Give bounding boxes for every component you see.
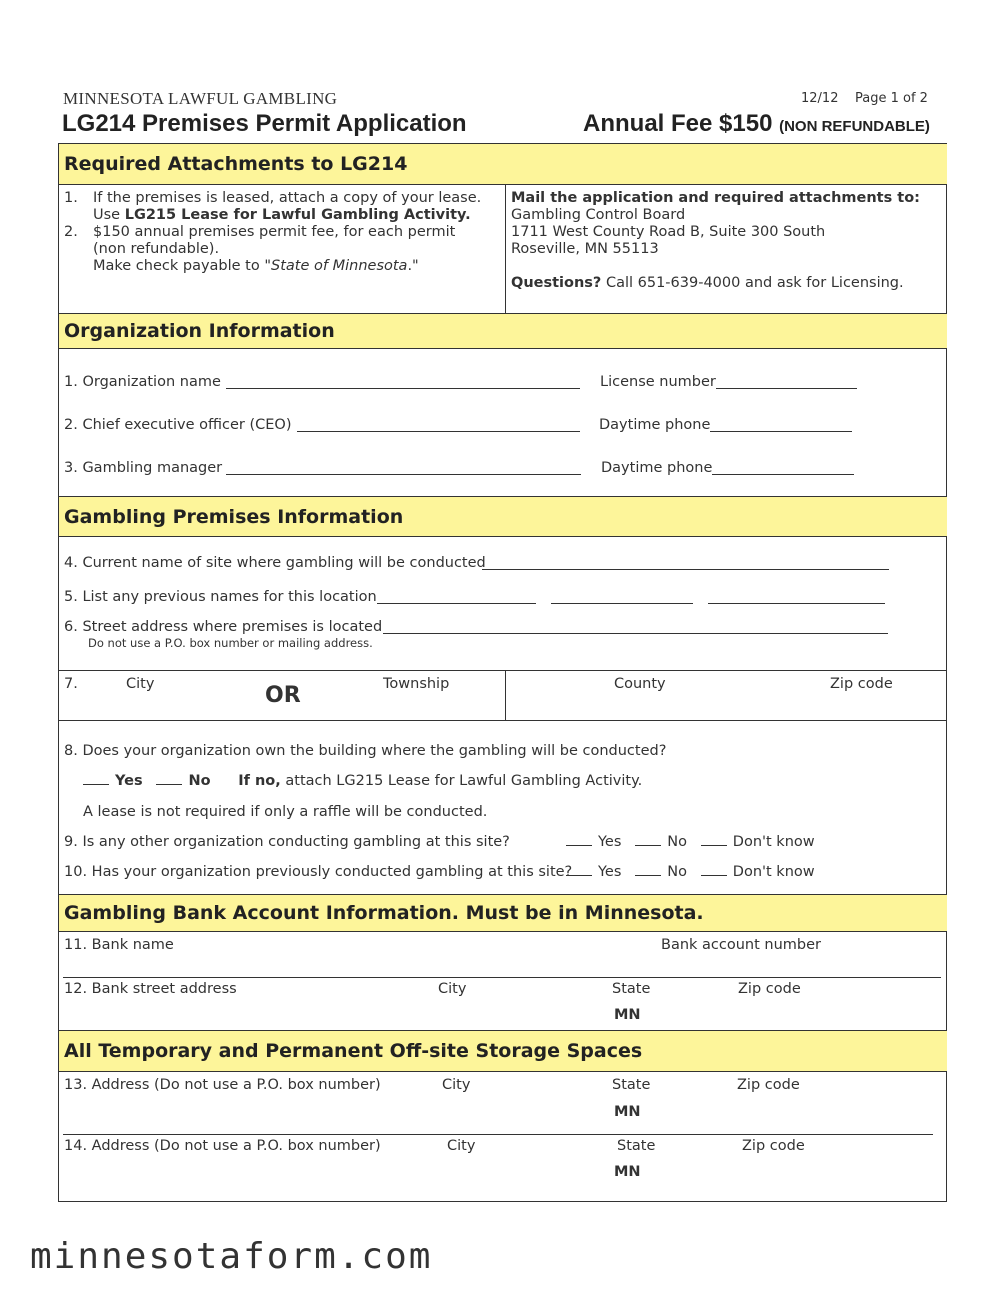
bank-street-label: 12. Bank street address (64, 981, 237, 997)
row7-top-rule (59, 670, 947, 671)
storage-state-1-label: State (612, 1077, 651, 1093)
manager-phone-field[interactable] (712, 474, 854, 475)
row7-divider (505, 670, 506, 720)
attachment-item-1-num: 1. (64, 190, 78, 206)
prev-yes-blank[interactable] (566, 874, 592, 876)
storage-city-2-label: City (447, 1138, 476, 1154)
storage-state-1-value: MN (614, 1104, 641, 1120)
other-org-dk: Don't know (732, 834, 815, 850)
storage-address-2-label: 14. Address (Do not use a P.O. box number) (64, 1138, 381, 1154)
other-org-no-blank[interactable] (635, 844, 661, 846)
questions-text: Call 651-639-4000 and ask for Licensing. (601, 275, 904, 291)
storage-city-1-label: City (442, 1077, 471, 1093)
annual-fee (583, 110, 930, 138)
section-bank-account-information: Gambling Bank Account Information. Must be in Minnesota. (59, 894, 947, 932)
previous-names-label: 5. List any previous names for this location (64, 589, 377, 605)
previous-name-field-2[interactable] (551, 603, 693, 604)
payable-post: ." (407, 258, 419, 274)
payable-pre: Make check payable to " (93, 258, 272, 274)
section-gambling-premises-information: Gambling Premises Information (59, 496, 947, 537)
street-address-label: 6. Street address where premises is located (64, 619, 383, 635)
bank-city-label: City (438, 981, 467, 997)
row7-num: 7. (64, 676, 78, 692)
storage-zip-1-label: Zip code (737, 1077, 800, 1093)
attachment-item-1-line2 (93, 207, 471, 223)
bank-zip-label: Zip code (738, 981, 801, 997)
gambling-manager-field[interactable] (226, 474, 581, 475)
payable-to: State of Minnesota (271, 258, 408, 274)
questions-line (511, 275, 904, 291)
prev-yes: Yes (598, 864, 622, 880)
bank-state-label: State (612, 981, 651, 997)
storage-address-1-label: 13. Address (Do not use a P.O. box number) (64, 1077, 381, 1093)
gambling-manager-label: 3. Gambling manager (64, 460, 223, 476)
prev-dk-blank[interactable] (701, 874, 727, 876)
lease-note: A lease is not required if only a raffle will be conducted. (83, 804, 488, 820)
own-no-blank[interactable] (156, 783, 182, 785)
if-no-label: If no, (238, 773, 281, 789)
form-title: LG214 Premises Permit Application (62, 110, 467, 137)
township-label: Township (383, 676, 450, 692)
license-number-label: License number (600, 374, 716, 390)
attachment-item-2-line3 (93, 258, 419, 274)
if-no-text: attach LG215 Lease for Lawful Gambling Activity. (280, 773, 643, 789)
org-name-label: 1. Organization name (64, 374, 221, 390)
storage-state-2-label: State (617, 1138, 656, 1154)
fee-note: (NON REFUNDABLE) (779, 118, 930, 135)
mail-line-3: Roseville, MN 55113 (511, 241, 659, 257)
site-name-label: 4. Current name of site where gambling will be conducted (64, 555, 486, 571)
other-org-yes: Yes (598, 834, 622, 850)
storage-zip-2-label: Zip code (742, 1138, 805, 1154)
prev-no: No (667, 864, 687, 880)
section-organization-information: Organization Information (59, 313, 947, 349)
attachments-divider (505, 185, 506, 313)
or-label: OR (265, 683, 301, 708)
manager-phone-label: Daytime phone (601, 460, 713, 476)
own-building-question: 8. Does your organization own the building where the gambling will be conducted? (64, 743, 667, 759)
attachment-item-2-line2: (non refundable). (93, 241, 220, 257)
mail-heading: Mail the application and required attachments to: (511, 190, 920, 206)
bank-name-field[interactable] (63, 977, 941, 978)
org-name-field[interactable] (226, 388, 580, 389)
street-address-field[interactable] (383, 633, 888, 634)
own-no-label: No (188, 773, 211, 789)
attachment-item-2-line1: $150 annual premises permit fee, for each permit (93, 224, 456, 240)
section-storage-spaces: All Temporary and Permanent Off-site Storage Spaces (59, 1030, 947, 1072)
storage-state-2-value: MN (614, 1164, 641, 1180)
ceo-field[interactable] (297, 431, 580, 432)
previous-gambling-question: 10. Has your organization previously conducted gambling at this site? (64, 864, 573, 880)
bank-state-value: MN (614, 1007, 641, 1023)
storage-address-1-field[interactable] (63, 1134, 933, 1135)
own-building-options (83, 773, 642, 789)
site-watermark: minnesotaform.com (30, 1236, 433, 1277)
ceo-phone-label: Daytime phone (599, 417, 711, 433)
other-org-question: 9. Is any other organization conducting gambling at this site? (64, 834, 510, 850)
ceo-phone-field[interactable] (710, 431, 852, 432)
questions-label: Questions? (511, 275, 602, 291)
other-org-options (566, 834, 815, 850)
bank-name-label: 11. Bank name (64, 937, 174, 953)
agency-name: MINNESOTA LAWFUL GAMBLING (63, 89, 338, 108)
other-org-yes-blank[interactable] (566, 844, 592, 846)
prev-no-blank[interactable] (635, 874, 661, 876)
previous-name-field-1[interactable] (377, 603, 536, 604)
lease-form-name: LG215 Lease for Lawful Gambling Activity. (124, 207, 471, 223)
mail-line-2: 1711 West County Road B, Suite 300 South (511, 224, 826, 240)
mail-line-1: Gambling Control Board (511, 207, 686, 223)
row7-bottom-rule (59, 720, 947, 721)
premises-zip-label: Zip code (830, 676, 893, 692)
previous-gambling-options (566, 864, 815, 880)
county-label: County (614, 676, 666, 692)
other-org-no: No (667, 834, 687, 850)
other-org-dk-blank[interactable] (701, 844, 727, 846)
license-number-field[interactable] (716, 388, 857, 389)
street-address-note: Do not use a P.O. box number or mailing address. (88, 636, 373, 650)
fee-amount: Annual Fee $150 (583, 110, 773, 137)
own-yes-label: Yes (115, 773, 143, 789)
city-label: City (126, 676, 155, 692)
ceo-label: 2. Chief executive officer (CEO) (64, 417, 292, 433)
bank-account-number-label: Bank account number (661, 937, 821, 953)
own-yes-blank[interactable] (83, 783, 109, 785)
section-required-attachments: Required Attachments to LG214 (59, 143, 947, 185)
site-name-field[interactable] (482, 569, 889, 570)
attachment-item-1-use: Use (93, 207, 125, 223)
attachment-item-2-num: 2. (64, 224, 78, 240)
previous-name-field-3[interactable] (708, 603, 885, 604)
page-info: 12/12 Page 1 of 2 (801, 91, 928, 106)
prev-dk: Don't know (732, 864, 815, 880)
attachment-item-1-line1: If the premises is leased, attach a copy of your lease. (93, 190, 482, 206)
